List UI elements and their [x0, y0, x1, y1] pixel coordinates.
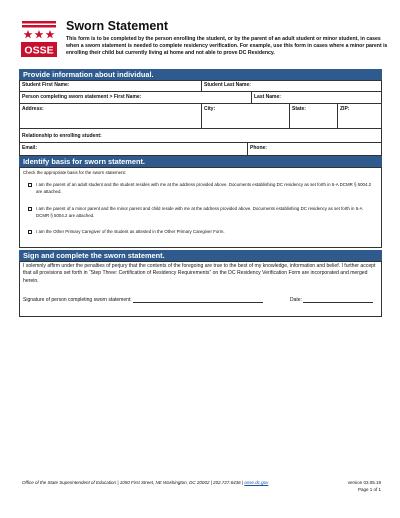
signature-blank[interactable] [133, 297, 263, 303]
relationship-field[interactable] [19, 129, 382, 142]
section-heading-basis: Identify basis for sworn statement. [19, 156, 382, 167]
adult-student-option-text: I am the parent of an adult student and the student resides with me at the address provided above. Documents establishing DC residency as set forth in 5-A DCMR § 5004.2 are attached. [36, 182, 372, 194]
footer-text: Office of the State Superintendent of Education | 1050 First Street, NE Washington, DC 20002 | 202.727.6436 | [22, 480, 245, 485]
basis-option-minor-parent [36, 206, 372, 219]
basis-option-caregiver [36, 229, 372, 236]
student-first-name-label: Student First Name: [22, 82, 70, 88]
footer-address [22, 480, 268, 485]
contact-row [19, 143, 382, 156]
zip-field[interactable] [337, 104, 382, 128]
logo-text: OSSE [24, 44, 54, 57]
page-number: Page 1 of 1 [357, 486, 381, 492]
completer-last-name-label: Last Name: [254, 94, 281, 100]
completer-first-name-field[interactable] [19, 92, 251, 103]
osse-logo [19, 19, 59, 59]
completer-name-row [19, 92, 382, 104]
section-heading-individual: Provide information about individual. [19, 69, 382, 80]
zip-label: ZIP: [340, 106, 350, 112]
email-label: Email: [22, 145, 38, 151]
section-heading-sign: Sign and complete the sworn statement. [19, 250, 382, 261]
relationship-row [19, 129, 382, 143]
signature-label: Signature of person completing sworn statement: [23, 297, 132, 303]
caregiver-option-text: I am the Other Primary Caregiver of the student as attested in the Other Primary Caregiver Form. [36, 229, 225, 234]
student-name-row [19, 80, 382, 92]
page-title: Sworn Statement [66, 19, 169, 33]
signature-line[interactable] [23, 297, 263, 303]
footer-link[interactable]: osse.dc.gov [244, 480, 269, 485]
adult-student-checkbox[interactable] [28, 183, 32, 187]
basis-instruction: Check the appropriate basis for the sworn statement: [23, 170, 126, 175]
affirmation-text: I solemnly affirm under the penalties of perjury that the contents of the foregoing are true to the best of my knowledge, information and belief. I further accept that all provisions set forth in “Step Three: Certification of Residency Requirements” on the DC Residency Verification Form are incorporated and merged herein. [23, 263, 376, 284]
student-last-name-field[interactable] [201, 80, 382, 91]
address-field[interactable] [19, 104, 201, 128]
state-field[interactable] [289, 104, 337, 128]
date-blank[interactable] [303, 297, 373, 303]
completer-first-name-label: Person completing sworn statement > First Name: [22, 94, 142, 100]
student-first-name-field[interactable] [19, 80, 201, 91]
city-field[interactable] [201, 104, 289, 128]
date-label: Date: [290, 297, 302, 303]
phone-label: Phone: [250, 145, 267, 151]
date-line[interactable] [290, 297, 373, 303]
version-info [348, 480, 381, 493]
state-label: State: [292, 106, 306, 112]
address-label: Address: [22, 106, 44, 112]
address-row [19, 104, 382, 129]
city-label: City: [204, 106, 216, 112]
relationship-label: Relationship to enrolling student: [22, 133, 102, 139]
intro-text: This form is to be completed by the person enrolling the student, or by the parent of an adult student or minor student, in cases when a sworn statement is needed to complete residency verification. For example, use this form in cases where a minor parent is enrolling their child but currently living at home and not able to prove DC Residency. [66, 36, 388, 57]
version-number: version 03.05.19 [347, 480, 381, 485]
completer-last-name-field[interactable] [251, 92, 382, 103]
minor-parent-checkbox[interactable] [28, 207, 32, 211]
caregiver-checkbox[interactable] [28, 230, 32, 234]
minor-parent-option-text: I am the parent of a minor parent and the minor parent and child reside with me at the address provided above. Documents establishing DC residency as set forth in 5-A DCMR § 5004.2 are attached. [36, 206, 363, 218]
student-last-name-label: Student Last Name: [204, 82, 251, 88]
email-field[interactable] [19, 143, 247, 156]
phone-field[interactable] [247, 143, 382, 156]
basis-option-adult-student [36, 182, 372, 195]
